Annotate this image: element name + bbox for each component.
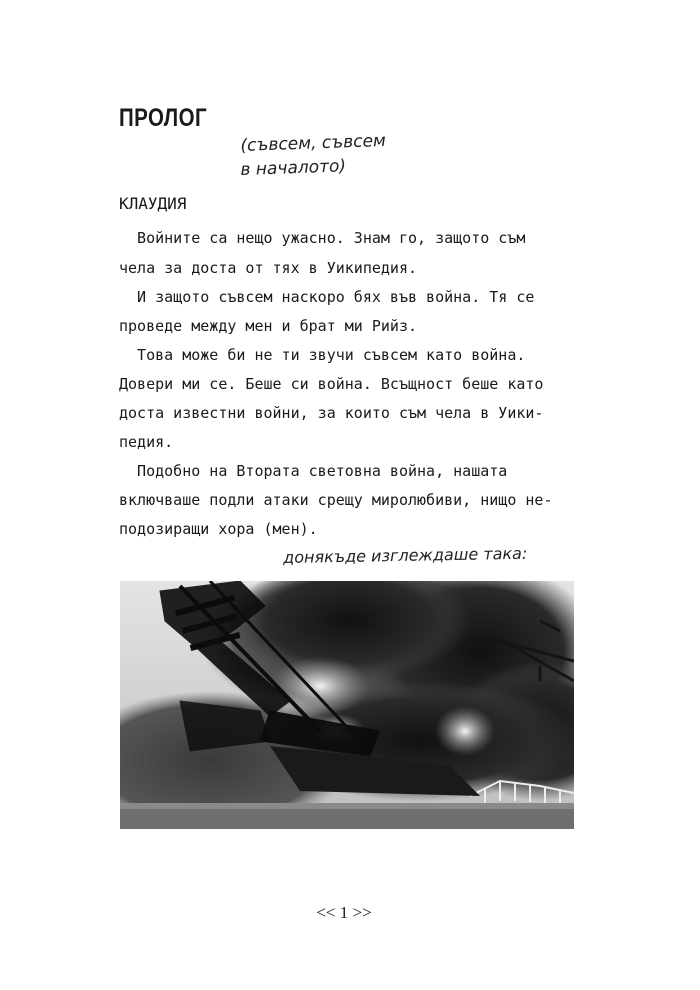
handwritten-note-line-2: в началото) (240, 156, 347, 180)
body-line: Войните са нещо ужасно. Знам го, защото съм (119, 229, 526, 247)
body-line: Довери ми се. Беше си война. Всъщност беше като (119, 375, 544, 393)
chapter-title: ПРОЛОГ (119, 104, 207, 132)
body-line: Подобно на Втората световна война, нашата (119, 462, 508, 480)
speaker-name: КЛАУДИЯ (119, 194, 187, 213)
body-line: И защото съвсем наскоро бях във война. Тя се (119, 288, 535, 306)
body-line: педия. (119, 433, 174, 451)
body-line: подозиращи хора (мен). (119, 520, 318, 538)
body-line: чела за доста от тях в Уикипедия. (119, 259, 418, 277)
body-line: Това може би не ти звучи съвсем като война. (119, 346, 526, 364)
body-line: включваше подли атаки срещу миролюбиви, нищо не- (119, 491, 553, 509)
burning-battleship-photo (120, 581, 574, 829)
handwritten-note-line-1: (съвсем, съвсем (240, 130, 387, 156)
body-line: доста известни войни, за които съм чела в Уики- (119, 404, 544, 422)
photo-caption: донякъде изглеждаше така: (283, 543, 528, 567)
page-number: << 1 >> (316, 903, 372, 922)
body-line: проведе между мен и брат ми Рийз. (119, 317, 418, 335)
